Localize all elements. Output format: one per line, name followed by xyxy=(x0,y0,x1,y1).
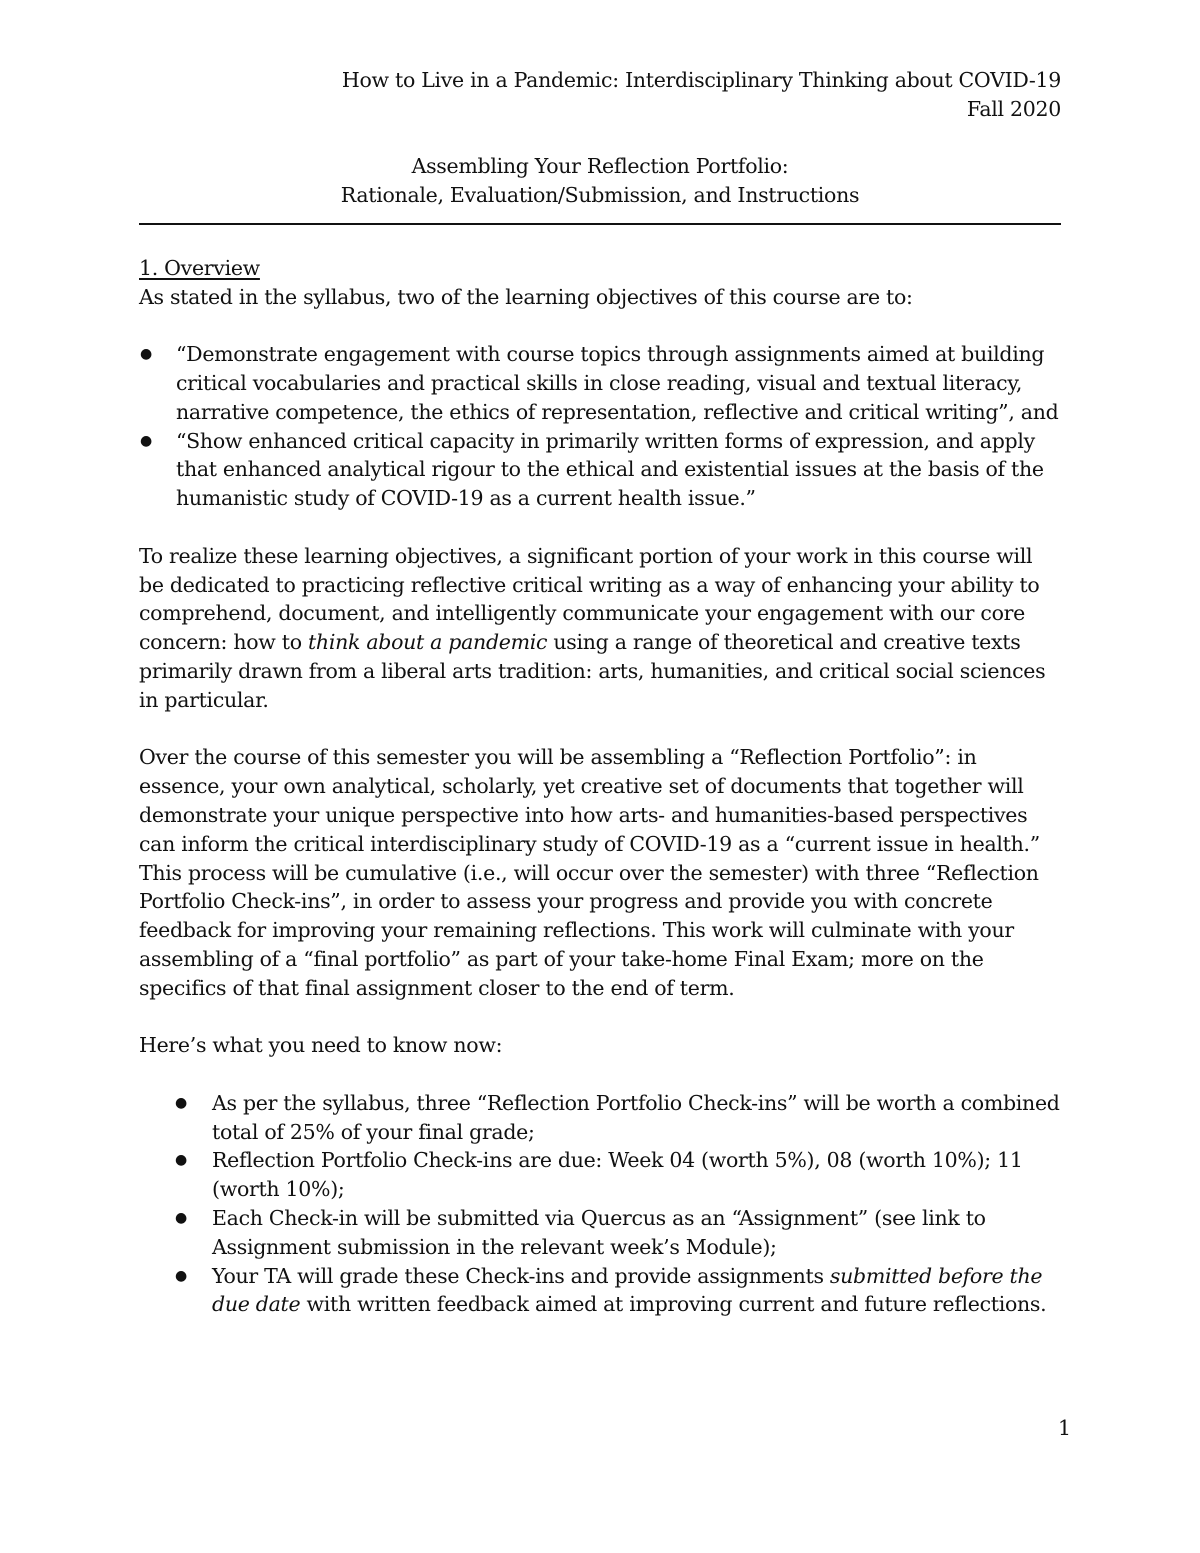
bullet-icon: ● xyxy=(175,1152,187,1169)
term: Fall 2020 xyxy=(966,96,1061,121)
course-title: How to Live in a Pandemic: Interdisciplinary Thinking about COVID-19 xyxy=(341,68,1061,92)
doc-title-line1: Assembling Your Reflection Portfolio: xyxy=(411,154,789,179)
requirements-list xyxy=(139,1089,1061,1319)
objective-text: “Show enhanced critical capacity in primarily written forms of expression, and apply that enhanced analytical rigour to the ethical and existential issues at the basis of the humanistic study of COVID-19 as a current health issue.” xyxy=(176,428,1044,511)
emphasis-text: think about a pandemic xyxy=(307,630,548,655)
section-heading: 1. Overview xyxy=(139,255,260,280)
list-item xyxy=(139,427,1061,513)
page-number: 1 xyxy=(1057,1416,1071,1440)
list-item: ● As per the syllabus, three “Reflection Portfolio Check-ins” will be worth a combined total of 25% of your final grade; xyxy=(175,1090,1060,1144)
know-now-line: Here’s what you need to know now: xyxy=(139,1033,503,1058)
bullet-icon: ● xyxy=(175,1210,187,1227)
list-item xyxy=(139,340,1061,426)
section-intro: As stated in the syllabus, two of the learning objectives of this course are to: xyxy=(139,284,913,309)
bullet-icon: ● xyxy=(175,1267,187,1284)
page-content xyxy=(139,66,1061,1319)
doc-title-line2: Rationale, Evaluation/Submission, and Instructions xyxy=(340,183,860,208)
bullet-icon: ● xyxy=(140,432,152,449)
paragraph-objectives: To realize these learning objectives, a significant portion of your work in this course will be dedicated to practicing reflective critical writing as a way of enhancing your ability to comprehend, document, and intelligently communicate your engagement with our core concern: how to think about a pandemic using a range of theoretical and creative texts primarily drawn from a liberal arts tradition: arts, humanities, and critical social sciences in particular. xyxy=(139,543,1046,712)
list-item: ● Your TA will grade these Check-ins and provide assignments submitted before the due date with written feedback aimed at improving current and future reflections. xyxy=(175,1263,1047,1317)
bullet-icon: ● xyxy=(175,1094,187,1111)
bullet-icon: ● xyxy=(140,346,152,363)
list-item: ● Each Check-in will be submitted via Quercus as an “Assignment” (see link to Assignment submission in the relevant week’s Module); xyxy=(175,1206,986,1259)
objective-text: “Demonstrate engagement with course topics through assignments aimed at building critical vocabularies and practical skills in close reading, visual and textual literacy, narrative competence, the ethics of representation, reflective and critical writing”, and xyxy=(176,342,1059,424)
objectives-list xyxy=(139,340,1061,513)
list-item: ● Reflection Portfolio Check-ins are due: Week 04 (worth 5%), 08 (worth 10%); 11 (worth 10%); xyxy=(175,1148,1023,1202)
emphasis-text: submitted before the due date xyxy=(212,1263,1043,1317)
paragraph-portfolio: Over the course of this semester you will be assembling a “Reflection Portfolio”: in essence, your own analytical, scholarly, yet creative set of documents that together will demonstrate your unique perspective into how arts- and humanities-based perspectives can inform the critical interdisciplinary study of COVID-19 as a “current issue in health.” This process will be cumulative (i.e., will occur over the semester) with three “Reflection Portfolio Check-ins”, in order to assess your progress and provide you with concrete feedback for improving your remaining reflections. This work will culminate with your assembling of a “final portfolio” as part of your take-home Final Exam; more on the specifics of that final assignment closer to the end of term. xyxy=(139,745,1040,1000)
